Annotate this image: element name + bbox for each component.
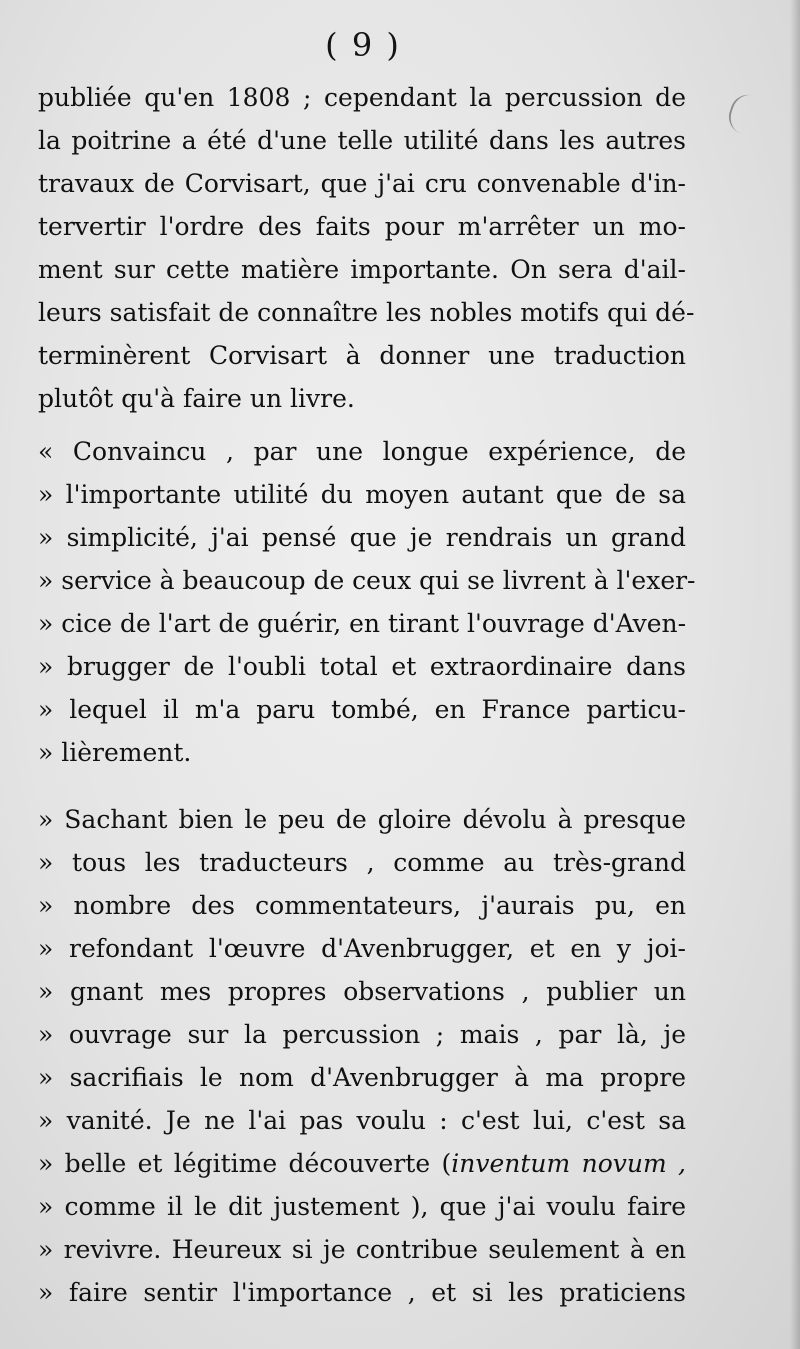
page-edge-shadow	[790, 0, 800, 1349]
text-line: » Sachant bien le peu de gloire dévolu à presque	[38, 805, 686, 834]
text-line: » sacrifiais le nom d'Avenbrugger à ma propre	[38, 1063, 686, 1092]
text-line: » simplicité, j'ai pensé que je rendrais un grand	[38, 523, 686, 552]
latin-phrase: inventum novum ,	[451, 1149, 686, 1178]
text-line: » tous les traducteurs , comme au très-grand	[38, 848, 686, 877]
text-line: » revivre. Heureux si je contribue seulement à en	[38, 1235, 686, 1264]
text-line: ment sur cette matière importante. On sera d'ail-	[38, 255, 686, 284]
text-line: travaux de Corvisart, que j'ai cru convenable d'in-	[38, 169, 686, 198]
text-line: » service à beaucoup de ceux qui se livrent à l'exer-	[38, 566, 696, 595]
text-line: » refondant l'œuvre d'Avenbrugger, et en y joi-	[38, 934, 686, 963]
text-line	[38, 1142, 686, 1185]
text-line: » cice de l'art de guérir, en tirant l'ouvrage d'Aven-	[38, 609, 687, 638]
text-line: » comme il le dit justement ), que j'ai voulu faire	[38, 1192, 686, 1221]
text-line: » ouvrage sur la percussion ; mais , par là, je	[38, 1020, 686, 1049]
paragraph-3-quotation	[38, 798, 686, 1314]
paragraph-2-quotation	[38, 430, 696, 774]
text-line: plutôt qu'à faire un livre.	[38, 384, 355, 413]
text-segment: » belle et légitime découverte (	[38, 1149, 452, 1178]
text-line: tervertir l'ordre des faits pour m'arrêter un mo-	[38, 212, 686, 241]
paragraph-1	[38, 76, 695, 420]
text-line: » vanité. Je ne l'ai pas voulu : c'est lui, c'est sa	[38, 1106, 686, 1135]
text-line: » lièrement.	[38, 738, 192, 767]
text-line: » l'importante utilité du moyen autant que de sa	[38, 480, 686, 509]
text-line: la poitrine a été d'une telle utilité dans les autres	[38, 126, 686, 155]
text-line: terminèrent Corvisart à donner une traduction	[38, 341, 686, 370]
text-line: « Convaincu , par une longue expérience, de	[38, 437, 686, 466]
text-line: » faire sentir l'importance , et si les praticiens	[38, 1278, 686, 1307]
text-line: » brugger de l'oubli total et extraordinaire dans	[38, 652, 686, 681]
margin-mark	[724, 90, 753, 134]
text-line: » nombre des commentateurs, j'aurais pu, en	[38, 891, 686, 920]
page-number: ( 9 )	[325, 26, 401, 64]
text-line: leurs satisfait de connaître les nobles motifs qui dé-	[38, 298, 695, 327]
text-line: publiée qu'en 1808 ; cependant la percussion de	[38, 83, 686, 112]
text-line: » gnant mes propres observations , publier un	[38, 977, 686, 1006]
text-line: » lequel il m'a paru tombé, en France particu-	[38, 695, 686, 724]
